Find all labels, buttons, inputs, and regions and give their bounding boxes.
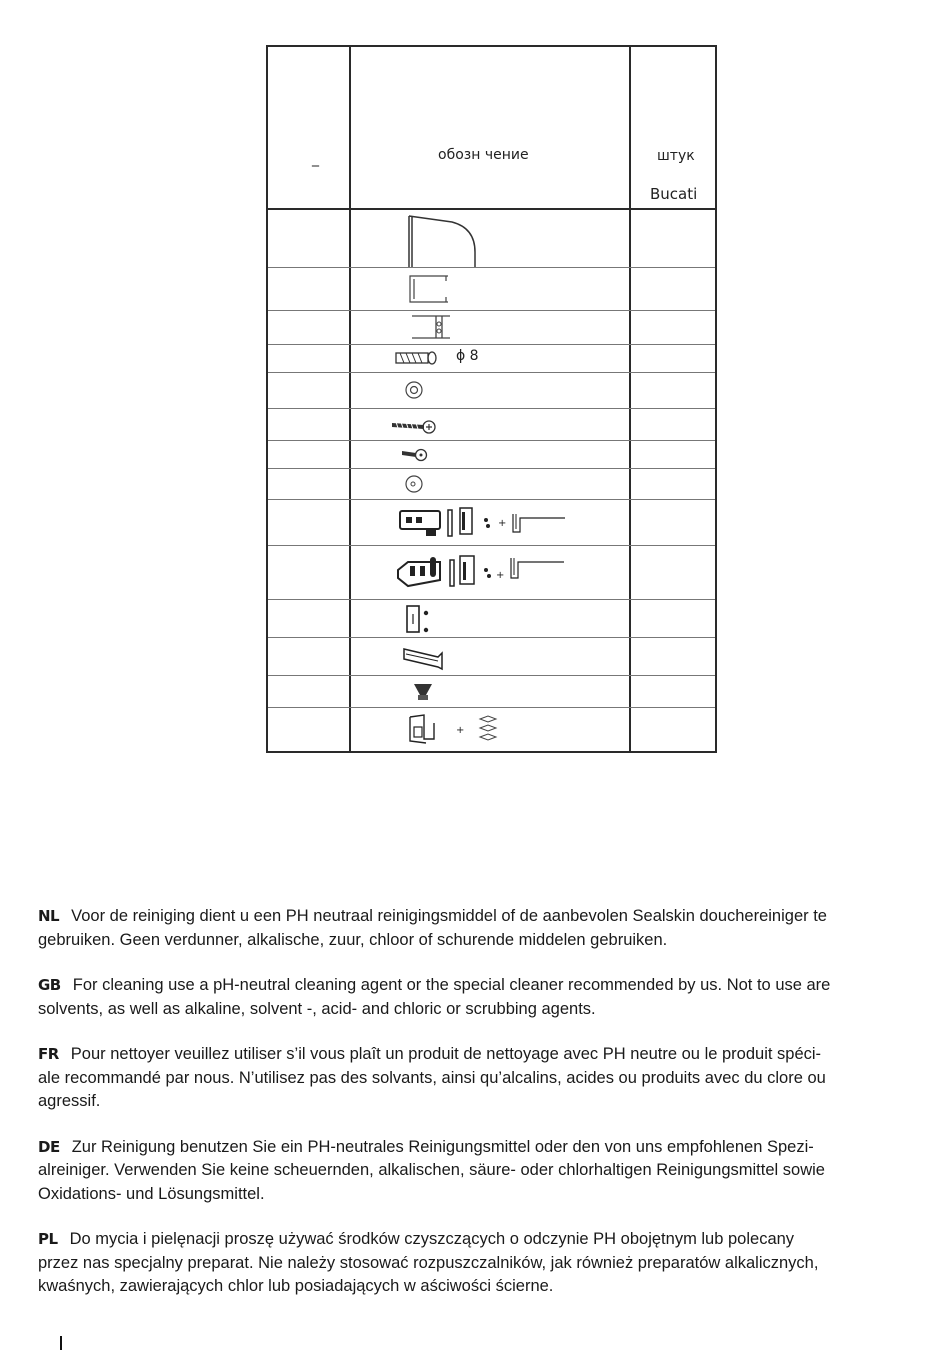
header-brand: Bucati — [650, 185, 698, 203]
row-divider — [268, 545, 715, 546]
row-divider — [268, 440, 715, 441]
row-divider — [268, 675, 715, 676]
row-divider — [268, 468, 715, 469]
svg-text:+: + — [456, 725, 465, 736]
paragraph-line: alreiniger. Verwenden Sie keine scheuernden, alkalischen, säure- oder chlorhaltigen Reinigungsmittel sowie — [38, 1161, 825, 1179]
paragraph-line: ale recommandé par nous. N’utilisez pas des solvants, ainsi qu’alcalins, acides ou produits avec du clore ou — [38, 1068, 826, 1087]
row-divider — [268, 499, 715, 500]
door-knob-icon — [411, 681, 435, 703]
language-code: NL — [38, 907, 60, 925]
row-divider — [268, 599, 715, 600]
stabilizer-bracket-icon — [406, 711, 506, 747]
paragraph-line: kwaśnych, zawierających chlor lub posiadających w aściwości ścierne. — [38, 1277, 554, 1295]
paragraph-line: przez nas specjalny preparat. Nie należy stosować rozpuszczalników, jak również preparatów alkalicznych, — [38, 1253, 819, 1272]
paragraph-line: Oxidations- und Lösungsmittel. — [38, 1184, 265, 1203]
header-divider — [268, 208, 715, 210]
row-divider — [268, 310, 715, 311]
paragraph-line: gebruiken. Geen verdunner, alkalische, zuur, chloor of schurende middelen gebruiken. — [38, 930, 668, 949]
svg-text:+: + — [496, 570, 505, 581]
drip-seal-icon — [402, 643, 446, 673]
cleaning-paragraph-gb — [38, 974, 908, 1021]
header-position: _ — [312, 151, 319, 167]
language-code: GB — [38, 976, 61, 994]
cleaning-paragraph-nl — [38, 905, 908, 952]
row-divider — [268, 344, 715, 345]
column-divider — [629, 47, 631, 751]
plug-diameter-label: ϕ 8 — [456, 348, 479, 364]
cleaning-paragraph-pl — [38, 1228, 908, 1299]
parts-table — [266, 45, 717, 753]
header-description: обозн чение — [438, 147, 529, 163]
paragraph-line: agressif. — [38, 1092, 101, 1110]
paragraph-line: Zur Reinigung benutzen Sie ein PH-neutrales Reinigungsmittel oder den von uns empfohlenen Spezi- — [71, 1137, 814, 1156]
paragraph-line: Do mycia i pielęnacji proszę używać środków czyszczących o odczynie PH obojętnym lub polecany — [69, 1230, 795, 1248]
wall-plug-icon — [394, 349, 440, 367]
header-quantity: штук — [657, 148, 695, 164]
language-code: PL — [38, 1230, 58, 1248]
short-screw-icon — [400, 445, 430, 463]
row-divider — [268, 267, 715, 268]
cleaning-instructions — [38, 905, 908, 1299]
hinge-set-icon — [398, 506, 568, 542]
wall-profile-icon — [408, 273, 450, 305]
cleaning-paragraph-fr — [38, 1043, 908, 1114]
paragraph-line: Pour nettoyer veuillez utiliser s’il vous plaît un produit de nettoyage avec PH neutre ou le produit spéci- — [70, 1045, 822, 1063]
row-divider — [268, 707, 715, 708]
paragraph-line: Voor de reiniging dient u een PH neutraal reinigingsmiddel of de aanbevolen Sealskin douchereiniger te — [71, 907, 827, 925]
long-screw-icon — [390, 417, 438, 435]
washer-icon — [404, 380, 424, 400]
svg-text:+: + — [498, 518, 507, 529]
glass-panel-icon — [407, 214, 477, 268]
hinge-set-with-plate-icon — [396, 552, 568, 594]
paragraph-line: For cleaning use a pH-neutral cleaning agent or the special cleaner recommended by us. Not to use are — [72, 976, 831, 994]
row-divider — [268, 637, 715, 638]
page-marker — [60, 1336, 62, 1350]
row-divider — [268, 408, 715, 409]
language-code: FR — [38, 1045, 59, 1063]
row-divider — [268, 372, 715, 373]
column-divider — [349, 47, 351, 751]
paragraph-line: solvents, as well as alkaline, solvent -, acid- and chloric or scrubbing agents. — [38, 999, 596, 1018]
language-code: DE — [38, 1137, 60, 1156]
cleaning-paragraph-de — [38, 1136, 908, 1207]
magnet-profile-icon — [405, 604, 435, 636]
cover-cap-icon — [405, 473, 425, 495]
profile-connector-icon — [410, 313, 452, 341]
